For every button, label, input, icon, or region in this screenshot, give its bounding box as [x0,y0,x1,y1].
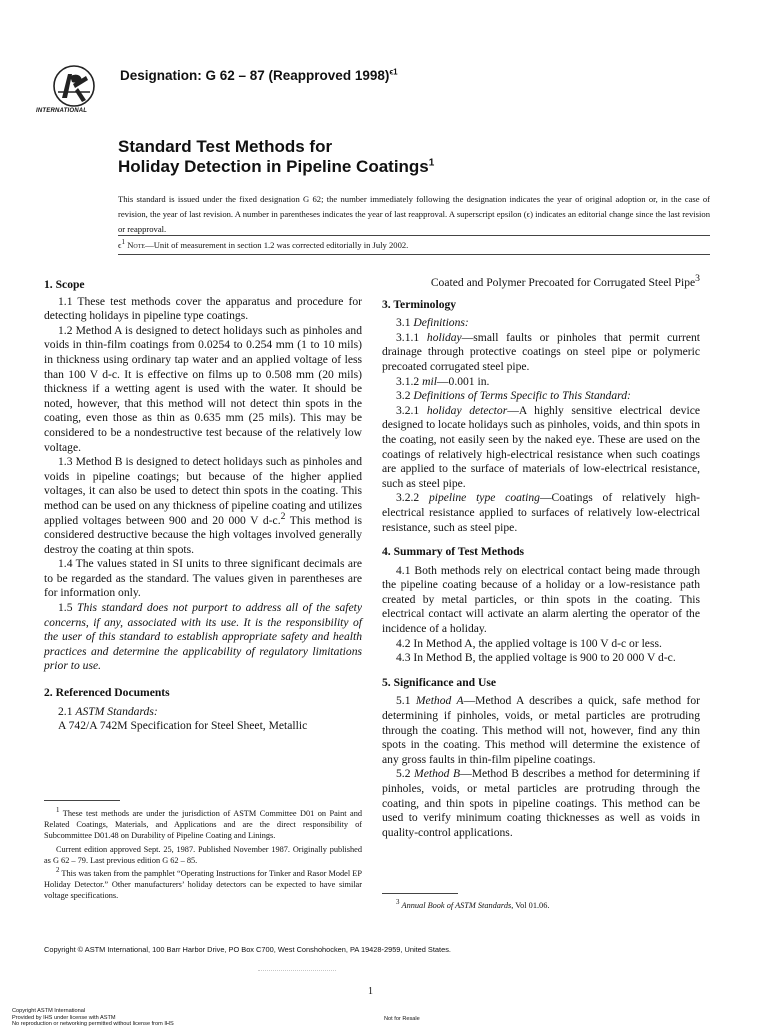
title-line-2-text: Holiday Detection in Pipeline Coatings [118,157,429,176]
para-1-5-text: This standard does not purport to address all of the safety concerns, if any, associated with its use. It is the responsibility of the user of this standard to establish appropriate safety and health practices and determine the applicability of regulatory limitations prior to use. [44,601,362,673]
term-holiday-detector: holiday detector [426,403,508,417]
para-3-1-2-text: —0.001 in. [436,374,490,388]
ref-continuation [382,273,700,291]
term-pipeline-type-coating: pipeline type coating [428,491,540,505]
para-3-1-number: 3.1 [396,316,414,330]
section-2-heading: 2. Referenced Documents [44,686,170,700]
footnotes-left [44,808,362,904]
para-3-2-1-number: 3.2.1 [396,403,427,417]
para-1-2: 1.2 Method A is designed to detect holidays such as pinholes and voids in thin-film coatings from 0.0254 to 0.254 mm (1 to 10 mils) in thickness using ordinary tap water and an applied voltage of less than 100 V d-c. It is effective on films up to 0.508 mm (20 mils) thickness if a wetting agent is used with the water. It should be noted, however, that this method will not detect thin spots in the coating, even those as thin as 0.635 mm (25 mils). This may be considered to be a nondestructive test because of the relatively low voltage. [44,323,362,454]
footnote-3-title: Annual Book of ASTM Standards [401,901,512,910]
astm-logo [34,64,114,120]
para-5-2-text: —Method B describes a method for determining if pinholes, voids, or metal particles are protruding through the coating, and thin spots in pipeline coatings. This method can be used to verify minimum coating thicknesses as well as voids in quality-control applications. [382,767,700,839]
editorial-note-text: —Unit of measurement in section 1.2 was corrected editorially in July 2002. [145,240,409,250]
para-1-3-text-cont: This method is considered destructive because the high voltages involved generally destroy the coating at thin spots. [44,513,362,556]
license-line-1: Copyright ASTM International [12,1008,86,1014]
term-mil: mil [422,374,437,388]
term-holiday: holiday [426,330,462,344]
footnote-2-mark: 2 [56,867,60,875]
footnote-rule-left [44,800,120,801]
title-footnote-ref: 1 [428,157,435,169]
rule-top [118,235,710,236]
para-3-2-2-text: —Coatings of relatively high-electrical resistance applied to surfaces of relatively low-electrical resistance, such as steel pipe. [382,491,700,534]
section-1-heading: 1. Scope [44,278,85,291]
term-method-a: Method A [415,694,464,708]
para-1-5-number: 1.5 [58,601,78,615]
title-line-1: Standard Test Methods for [118,137,333,156]
para-3-2-1-text: —A highly sensitive electrical device designed to locate holidays such as pinholes, voids, and thin spots in the coating, not easily seen by the naked eye. These are used on the coatings of relatively high-electrical resistance when such coatings are applied to the surface of materials of low-electrical resistance, such as steel pipe. [382,403,700,490]
para-3-2-number: 3.2 [396,389,414,403]
editorial-note [118,239,408,251]
faint-mark [258,970,336,974]
para-3-1-1-text: —small faults or pinholes that permit current drainage through protective coatings on steel pipe or polymeric precoated corrugated steel pipe. [382,330,700,373]
para-3-2-1 [382,404,700,492]
footnote-3-text: , Vol 01.06. [511,901,550,910]
copyright-line: Copyright © ASTM International, 100 Barr Harbor Drive, PO Box C700, West Conshohocken, PA 19428-2959, United States. [44,945,451,954]
footnote-1b: Current edition approved Sept. 25, 1987. Published November 1987. Originally published as G 62 – 79. Last previous edition G 62 – 85. [44,844,362,865]
license-block [12,1008,174,1028]
para-3-1-2-number: 3.1.2 [396,374,423,388]
para-3-2-text: Definitions of Terms Specific to This Standard: [413,389,631,403]
para-5-1-text: —Method A describes a quick, safe method for determining if pinholes, voids, or metal particles are protruding through the coating. This method will not, however, find any thin spots in the coating. This method will determine the existence of any gross faults in thin-film pipeline coatings. [382,694,700,766]
license-line-3: No reproduction or networking permitted without license from IHS [12,1021,174,1028]
footnote-1-text: These test methods are under the jurisdiction of ASTM Committee D01 on Paint and Related Coatings, Materials, and Applications and are the direct responsibility of Subcommittee D01.48 on Durability of Pipeline Coating and Linings. [44,809,362,841]
para-3-1-2 [382,375,700,390]
editorial-epsilon-sup: 1 [121,238,126,247]
footnote-3 [384,900,700,911]
para-5-2 [382,767,700,840]
para-3-1-1-number: 3.1.1 [396,330,427,344]
issue-note: This standard is issued under the fixed designation G 62; the number immediately following the designation indicates the year of original adoption or, in the case of revision, the year of last revision. A number in parentheses indicates the year of last reapproval. A superscript epsilon (ϵ) indicates an editorial change since the last revision or reapproval. [118,194,710,234]
para-3-2-2-number: 3.2.2 [396,491,429,505]
term-method-b: Method B [414,767,461,781]
para-5-2-number: 5.2 [396,767,415,781]
para-2-1-text: ASTM Standards: [75,704,158,718]
designation-epsilon: ϵ1 [389,67,398,77]
para-2-1 [44,705,362,720]
para-1-1: 1.1 These test methods cover the apparatus and procedure for detecting holidays in pipeline type coatings. [44,294,362,323]
para-3-2-2 [382,491,700,535]
para-2-ref: A 742/A 742M Specification for Steel Sheet, Metallic [58,719,308,733]
footnote-rule-right [382,893,458,894]
title-line-2 [118,157,434,177]
footnote-1 [44,808,362,842]
editorial-note-label: Note [127,240,146,250]
para-4-3: 4.3 In Method B, the applied voltage is 900 to 20 000 V d-c. [396,651,676,665]
para-5-1 [382,694,700,767]
footnote-1-mark: 1 [56,807,60,815]
para-1-3-text: 1.3 Method B is designed to detect holidays such as pinholes and voids in pipeline coatings; but because of the higher applied voltages, it can also be used to detect thin spots in the coating. This method can be used on any thickness of pipeline coating and utilizes applied voltages between 900 and 20 000 V d-c. [44,455,362,527]
para-4-1: 4.1 Both methods rely on electrical contact being made through the pipeline coating because of a holiday or a low-resistance path created by metal particles, or thin spots in the coating. This electrical contact will activate an alarm alerting the operator of the incidence of a holiday. [382,563,700,636]
section-3-heading: 3. Terminology [382,297,457,311]
para-1-4: 1.4 The values stated in SI units to three significant decimals are to be regarded as the standard. The values given in parentheses are for information only. [44,557,362,600]
rule-bottom [118,254,710,255]
para-1-3 [44,455,362,557]
para-4-2: 4.2 In Method A, the applied voltage is 100 V d-c or less. [396,636,662,650]
license-line-2: Provided by IHS under license with ASTM [12,1014,116,1021]
footnote-2-text: This was taken from the pamphlet “Operating Instructions for Tinker and Rasor Model EP Holiday Detector.” Other manufacturers’ holiday detectors can be expected to have similar voltage specifications. [44,869,362,901]
left-column [44,278,362,734]
footnote-ref-3: 3 [695,273,700,285]
editorial-epsilon: ϵ [118,240,122,250]
not-for-resale: Not for Resale [384,1016,420,1022]
designation [120,68,398,83]
para-3-1 [382,316,700,331]
para-1-5 [44,601,362,674]
footnote-2 [44,868,362,902]
page-number: 1 [368,986,373,997]
designation-text: Designation: G 62 – 87 (Reapproved 1998) [120,68,390,83]
para-3-1-text: Definitions: [413,316,469,330]
para-3-1-1 [382,331,700,375]
right-column [382,273,700,840]
section-4-heading: 4. Summary of Test Methods [382,545,525,559]
para-2-1-number: 2.1 [58,704,76,718]
para-5-1-number: 5.1 [396,694,416,708]
footnote-3-mark: 3 [396,899,400,907]
footnote-ref-2: 2 [280,510,286,522]
ref-continuation-text: Coated and Polymer Precoated for Corrugated Steel Pipe [430,276,696,289]
logo-caption: INTERNATIONAL [36,108,88,114]
document-title [118,137,434,177]
para-3-2 [382,389,700,404]
section-5-heading: 5. Significance and Use [382,675,497,689]
